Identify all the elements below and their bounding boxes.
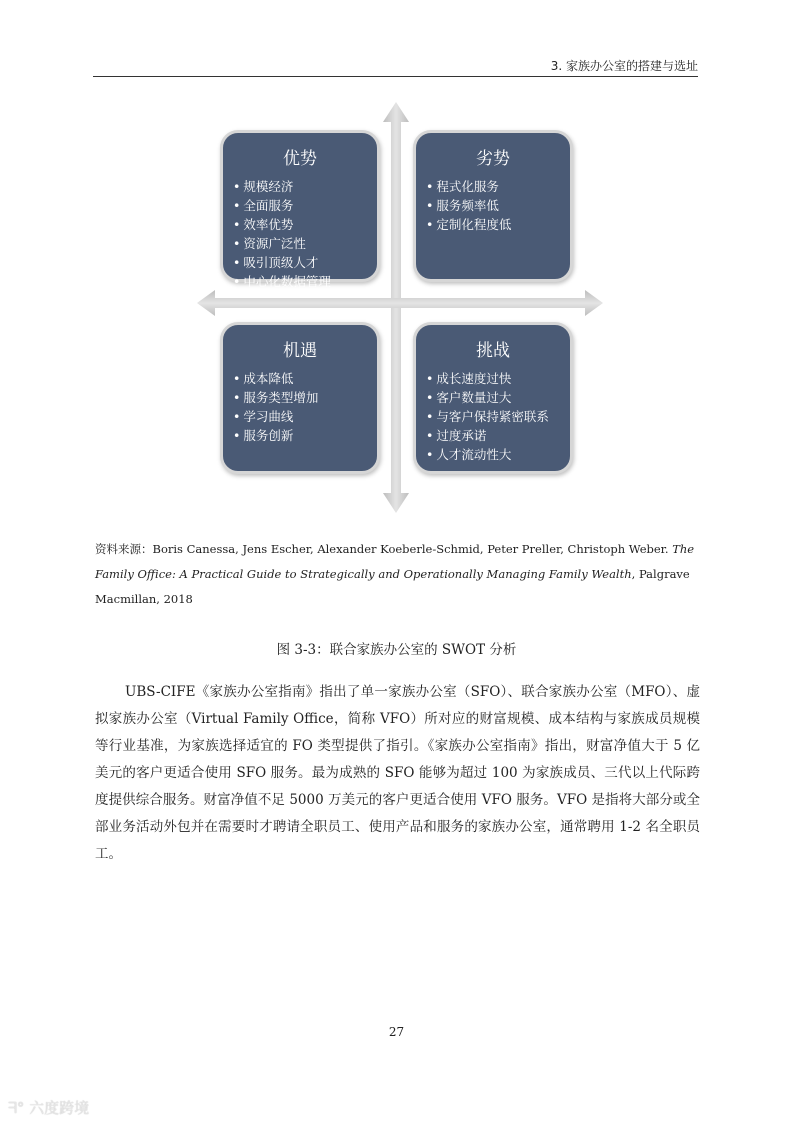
strengths-quadrant: [220, 130, 380, 289]
weakness-item: • 程式化服务: [426, 177, 570, 196]
threats-title: 挑战: [476, 341, 510, 361]
page-number: 27: [388, 1025, 405, 1039]
source-suffix: , Palgrave Macmillan, 2018: [95, 567, 690, 606]
watermark: [8, 1097, 89, 1118]
weaknesses-quadrant: [413, 130, 573, 282]
swot-diagram: [195, 100, 605, 515]
opportunity-item: • 服务创新: [233, 426, 377, 445]
header-divider: [93, 76, 698, 77]
threat-item: • 人才流动性大: [426, 445, 570, 464]
source-citation: [95, 537, 700, 612]
strength-item: • 效率优势: [233, 215, 377, 234]
opportunities-quadrant: [220, 322, 380, 474]
watermark-logo-icon: ᖷ°: [8, 1099, 25, 1117]
strength-item: • 全面服务: [233, 196, 377, 215]
weaknesses-title: 劣势: [476, 149, 510, 169]
figure-caption: 图 3-3：联合家族办公室的 SWOT 分析: [276, 642, 517, 658]
weakness-item: • 服务频率低: [426, 196, 570, 215]
threat-item: • 与客户保持紧密联系: [426, 407, 570, 426]
strength-item: • 资源广泛性: [233, 234, 377, 253]
watermark-text: 六度跨境: [29, 1099, 90, 1117]
opportunity-item: • 服务类型增加: [233, 388, 377, 407]
running-header: 3. 家族办公室的搭建与选址: [550, 59, 698, 73]
threats-quadrant: [413, 322, 573, 474]
strength-item: • 中心化数据管理: [233, 272, 377, 291]
source-book-title: The Family Office: A Practical Guide to Strategically and Operationally Managing Family Wealth: [95, 542, 695, 581]
weakness-item: • 定制化程度低: [426, 215, 570, 234]
threat-item: • 客户数量过大: [426, 388, 570, 407]
opportunities-title: 机遇: [283, 341, 317, 361]
opportunity-item: • 成本降低: [233, 369, 377, 388]
threat-item: • 成长速度过快: [426, 369, 570, 388]
strength-item: • 吸引顶级人才: [233, 253, 377, 272]
threat-item: • 过度承诺: [426, 426, 570, 445]
strengths-title: 优势: [283, 149, 317, 169]
opportunity-item: • 学习曲线: [233, 407, 377, 426]
source-prefix: 资料来源：Boris Canessa, Jens Escher, Alexander Koeberle-Schmid, Peter Preller, Christoph Weber.: [95, 542, 673, 556]
body-paragraph: UBS-CIFE《家族办公室指南》指出了单一家族办公室（SFO）、联合家族办公室（MFO）、虚拟家族办公室（Virtual Family Office，简称 VFO）所对应的财富规模、成本结构与家族成员规模等行业基准，为家族选择适宜的 FO 类型提供了指引。《家族办公室指南》指出，财富净值大于 5 亿美元的客户更适合使用 SFO 服务。最为成熟的 SFO 能够为超过 100 为家族成员、三代以上代际跨度提供综合服务。财富净值不足 5000 万美元的客户更适合使用 VFO 服务。VFO 是指将大部分或全部业务活动外包并在需要时才聘请全职员工、使用产品和服务的家族办公室，通常聘用 1-2 名全职员工。: [95, 684, 700, 862]
strength-item: • 规模经济: [233, 177, 377, 196]
